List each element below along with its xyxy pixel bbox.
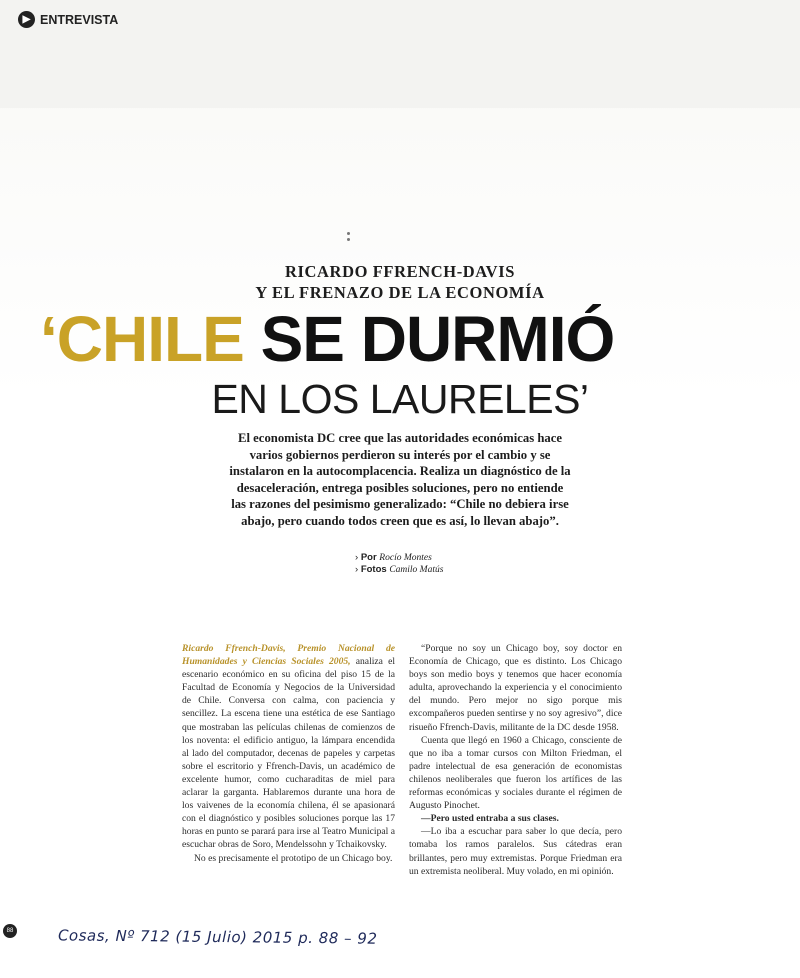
interview-question: —Pero usted entraba a sus clases. (421, 813, 559, 825)
body-column-right (409, 642, 622, 878)
body-lead-in: Ricardo Ffrench-Davis, Premio Nacional de Humanidades y Ciencias Sociales 2005, (182, 643, 395, 668)
credit-photos: › Fotos Camilo Matús (355, 564, 444, 575)
lead-paragraph: El economista DC cree que las autoridades económicas hace varios gobiernos perdieron su interés por el cambio y se instalaron en la autocomplacencia. Realiza un diagnóstico de la desaceleración, entrega posibles soluciones, pero no entiende las razones del pesimismo generalizado: “Chile no debiera irse abajo, pero cuando todos creen que es así, lo llevan abajo”. (229, 431, 571, 528)
credit-author-name: Rocío Montes (379, 553, 432, 563)
body-paragraph (182, 642, 395, 852)
body-paragraph: —Lo iba a escuchar para saber lo que decía, pero tomaba los ramos paralelos. Sus cátedras eran brillantes, pero muy extremistas. Porque Friedman era un extremista neoliberal. Muy volado, en mi opinión. (409, 826, 622, 877)
body-column-left (182, 642, 395, 865)
top-band (0, 0, 800, 108)
section-label: ENTREVISTA (40, 12, 119, 27)
body-paragraph: No es precisamente el prototipo de un Chicago boy. (194, 852, 393, 864)
arrow-right-icon: ▶ (18, 11, 35, 28)
body-paragraph: Cuenta que llegó en 1960 a Chicago, consciente de que no iba a tomar cursos con Milton Friedman, el padre intelectual de esa generación de economistas chilenos neoliberales que fueron los artífices de las reformas económicas y sociales durante el régimen de Augusto Pinochet. (409, 734, 622, 812)
credit-author: › Por Rocío Montes (355, 552, 432, 563)
credit-photos-name: Camilo Matús (389, 565, 444, 575)
credit-author-label: Por (360, 552, 377, 563)
headline-gold: ‘CHILE (40, 303, 244, 375)
kicker-line-2: Y EL FRENAZO DE LA ECONOMÍA (255, 283, 545, 302)
kicker-line-1: RICARDO FFRENCH-DAVIS (284, 262, 516, 281)
credits (355, 552, 443, 576)
headline (40, 302, 760, 376)
body-paragraph: “Porque no soy un Chicago boy, soy doctor en Economía de Chicago, que es distinto. Los Chicago boys son medio boys y tenemos que hacer economía adulta, aprovechando la experiencia y el conocimiento del mundo. Pero mejor no sigo porque mis excompañeros pueden sentirse y no soy agresivo”, dice risueño Ffrench-Davis, militante de la DC desde 1958. (409, 643, 622, 733)
section-tag (18, 11, 118, 28)
handwritten-note: Cosas, Nº 712 (15 Julio) 2015 p. 88 – 92 (57, 926, 378, 948)
page-number: 88 (3, 924, 17, 938)
headline-dark: SE DURMIÓ (260, 303, 615, 375)
speck (347, 238, 350, 241)
speck (347, 232, 350, 235)
body-text: analiza el escenario económico en su oficina del piso 15 de la Facultad de Economía y Negocios de la Universidad de Chile. Conversa con calma, con paciencia y sencillez. La escena tiene una estética de ese Santiago que mostraban las películas chilenas de comienzos de los noventa: el edificio antiguo, la lámpara encendida al lado del computador, decenas de papeles y carpetas sobre el escritorio y Ffrench-Davis, un académico de excelente humor, como cucharaditas de miel para aclarar la garganta. Hablaremos durante una hora de los vaivenes de la economía chilena, él se apasionará con el diagnóstico y posibles soluciones porque las 17 horas en punto se parará para irse al Teatro Municipal a escuchar obras de Soro, Mendelssohn y Tchaikovsky. (182, 656, 395, 851)
headline-line-2: EN LOS LAURELES’ (211, 376, 589, 422)
credit-photos-label: Fotos (360, 564, 387, 575)
